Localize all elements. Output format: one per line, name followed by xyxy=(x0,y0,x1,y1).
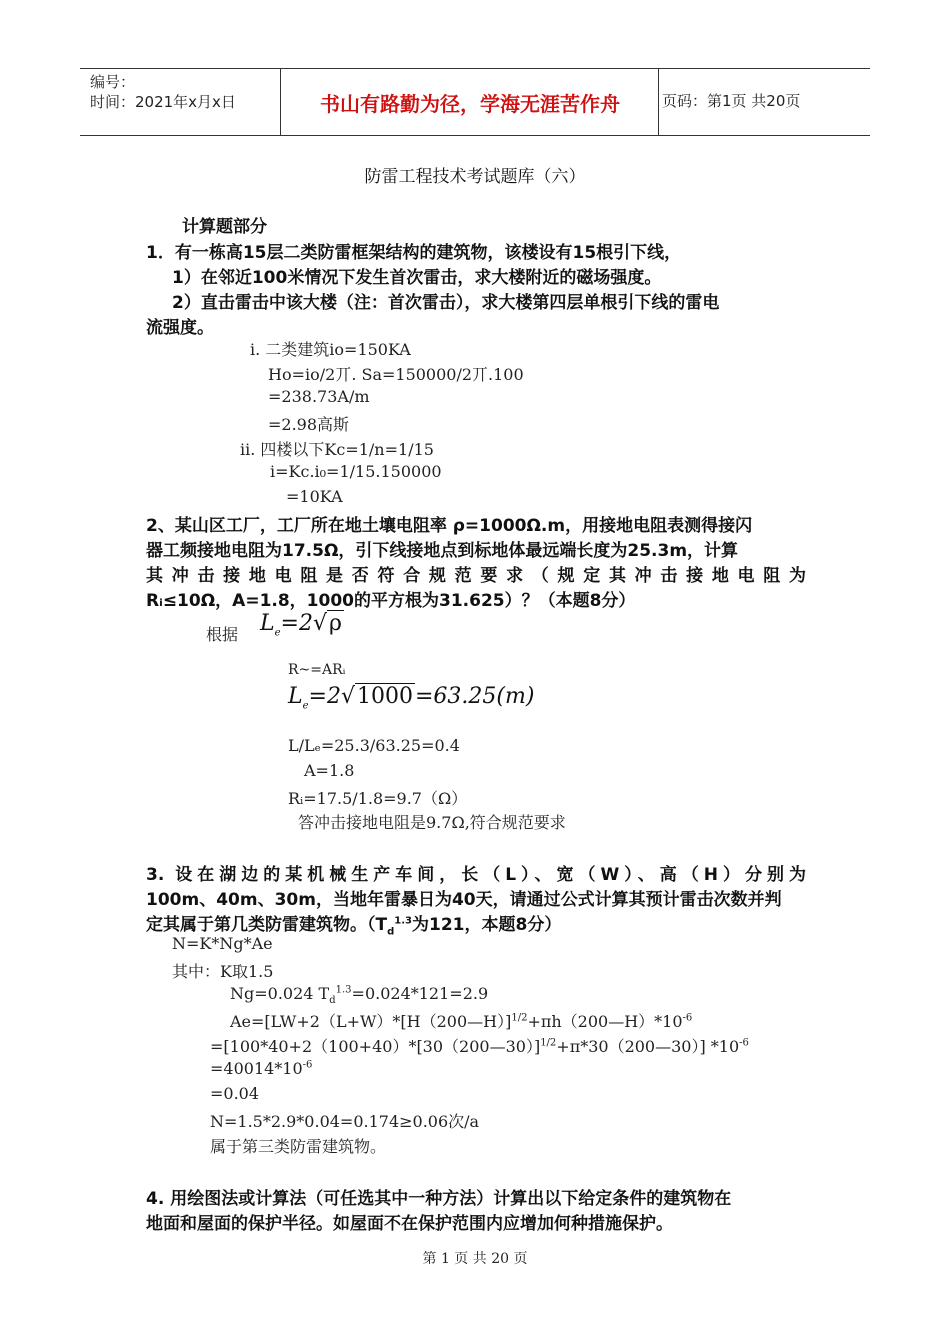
q2-formula-2-lhs: L xyxy=(288,684,303,709)
q3-line-3-a: 定其属于第几类防雷建筑物。（T xyxy=(146,915,388,935)
q2-formula-1-radicand: ρ xyxy=(329,611,342,636)
q2-basis-label: 根据 xyxy=(206,625,239,644)
header-bottom-rule xyxy=(80,135,870,136)
q2-formula-2-result: =63.25(m) xyxy=(415,684,535,709)
q2-formula-1: $L_e=2√\rho$ xyxy=(260,611,342,639)
q1-step-3: =238.73A/m xyxy=(268,387,370,406)
q2-formula-2-sub: e xyxy=(302,700,309,712)
q1-step-7: =10KA xyxy=(286,487,343,506)
q2-line-2: 器工频接地电阻为17.5Ω，引下线接地点到标地体最远端长度为25.3m，计算 xyxy=(146,541,739,561)
page-footer: 第 1 页 共 20 页 xyxy=(422,1251,528,1267)
q3-line-1: 3. 设在湖边的某机械生产车间，长（L）、宽（W）、高（H）分别为 xyxy=(146,865,806,885)
q3-step-5-sup2: -6 xyxy=(739,1037,749,1049)
q3-step-3 xyxy=(230,984,488,1006)
q3-conclusion: 属于第三类防雷建筑物。 xyxy=(210,1137,387,1156)
header-meta xyxy=(90,72,236,112)
q1-line-2: 1）在邻近100米情况下发生首次雷击，求大楼附近的磁场强度。 xyxy=(172,268,662,288)
q1-step-1: i. 二类建筑io=150KA xyxy=(250,340,411,359)
header-number-label: 编号： xyxy=(90,73,136,91)
q2-conclusion: 答冲击接地电阻是9.7Ω,符合规范要求 xyxy=(298,813,566,832)
q3-step-3-sub: d xyxy=(329,995,336,1007)
q3-step-5-b: +π*30（200—30）] *10 xyxy=(556,1037,740,1056)
q3-step-5 xyxy=(210,1034,749,1057)
q2-step-4: Rᵢ=17.5/1.8=9.7（Ω） xyxy=(288,789,468,808)
q1-line-3: 2）直击雷击中该大楼（注：首次雷击），求大楼第四层单根引下线的雷电 xyxy=(172,293,720,313)
q2-formula-1-lhs: L xyxy=(260,611,275,636)
q3-step-4 xyxy=(230,1009,692,1032)
q3-step-5-sup1: 1/2 xyxy=(540,1037,557,1049)
q2-formula-1-sub: e xyxy=(274,627,281,639)
q3-step-2: 其中：K取1.5 xyxy=(172,962,274,981)
q3-step-6 xyxy=(210,1059,312,1078)
q1-line-4: 流强度。 xyxy=(146,318,214,338)
q3-step-3-a: Ng=0.024 T xyxy=(230,984,330,1003)
q3-step-3-b: =0.024*121=2.9 xyxy=(351,984,489,1003)
q3-step-8: N=1.5*2.9*0.04=0.174≥0.06次/a xyxy=(210,1112,480,1131)
q3-step-1: N=K*Ng*Ae xyxy=(172,934,273,953)
q1-step-4: =2.98高斯 xyxy=(268,415,350,434)
q3-line-2: 100m、40m、30m，当地年雷暴日为40天，请通过公式计算其预计雷击次数并判 xyxy=(146,890,782,910)
header-divider-left xyxy=(280,68,281,136)
q3-line-3-sub: d xyxy=(387,926,395,938)
q3-step-4-sup2: -6 xyxy=(682,1012,693,1024)
q2-formula-1-eq: =2 xyxy=(280,611,313,636)
q3-step-6-sup: -6 xyxy=(302,1059,313,1071)
header-time-label: 时间：2021年x月x日 xyxy=(90,93,236,111)
q3-step-4-a: Ae=[LW+2（L+W）*[H（200—H）] xyxy=(230,1012,512,1031)
q2-step-2: L/Lₑ=25.3/63.25=0.4 xyxy=(288,736,460,755)
section-heading: 计算题部分 xyxy=(182,217,267,237)
q3-step-4-b: +πh（200—H）*10 xyxy=(527,1012,683,1031)
header-page-info: 页码：第1页 共20页 xyxy=(662,92,801,110)
page-header xyxy=(80,68,870,136)
q1-step-2: Ho=io/2丌. Sa=150000/2丌.100 xyxy=(268,365,524,384)
q3-step-4-sup1: 1/2 xyxy=(511,1012,528,1024)
q2-step-1: R~=ARᵢ xyxy=(288,662,346,678)
q2-line-1: 2、某山区工厂，工厂所在地土壤电阻率 ρ=1000Ω.m，用接地电阻表测得接闪 xyxy=(146,516,753,536)
q2-step-3: A=1.8 xyxy=(304,761,355,780)
q1-step-6: i=Kc.i₀=1/15.150000 xyxy=(270,462,442,481)
q3-line-3-sup: 1.3 xyxy=(394,915,412,927)
q2-line-4: Rᵢ≤10Ω，A=1.8，1000的平方根为31.625）？（本题8分） xyxy=(146,591,636,611)
q2-formula-2-eq: =2 xyxy=(308,684,341,709)
q3-step-6-a: =40014*10 xyxy=(210,1059,303,1078)
q1-step-5: ii. 四楼以下Kc=1/n=1/15 xyxy=(240,440,434,459)
q1-line-1: 1．有一栋高15层二类防雷框架结构的建筑物，该楼设有15根引下线， xyxy=(146,243,682,263)
q4-line-2: 地面和屋面的保护半径。如屋面不在保护范围内应增加何种措施保护。 xyxy=(146,1214,673,1234)
header-motto: 书山有路勤为径，学海无涯苦作舟 xyxy=(320,91,620,116)
q2-line-3: 其冲击接地电阻是否符合规范要求（规定其冲击接地电阻为 xyxy=(146,566,806,586)
q3-line-3-b: 为121，本题8分） xyxy=(412,915,562,935)
q2-formula-2: $L_e=2√1000=63.25(m)$ xyxy=(288,684,535,712)
q2-formula-2-radicand: 1000 xyxy=(357,684,413,709)
q3-step-5-a: =[100*40+2（100+40）*[30（200—30）] xyxy=(210,1037,541,1056)
q3-step-7: =0.04 xyxy=(210,1084,260,1103)
q3-step-3-sup: 1.3 xyxy=(335,984,352,996)
header-divider-right xyxy=(658,68,659,136)
document-title: 防雷工程技术考试题库（六） xyxy=(364,167,586,187)
q4-line-1: 4. 用绘图法或计算法（可任选其中一种方法）计算出以下给定条件的建筑物在 xyxy=(146,1189,732,1209)
